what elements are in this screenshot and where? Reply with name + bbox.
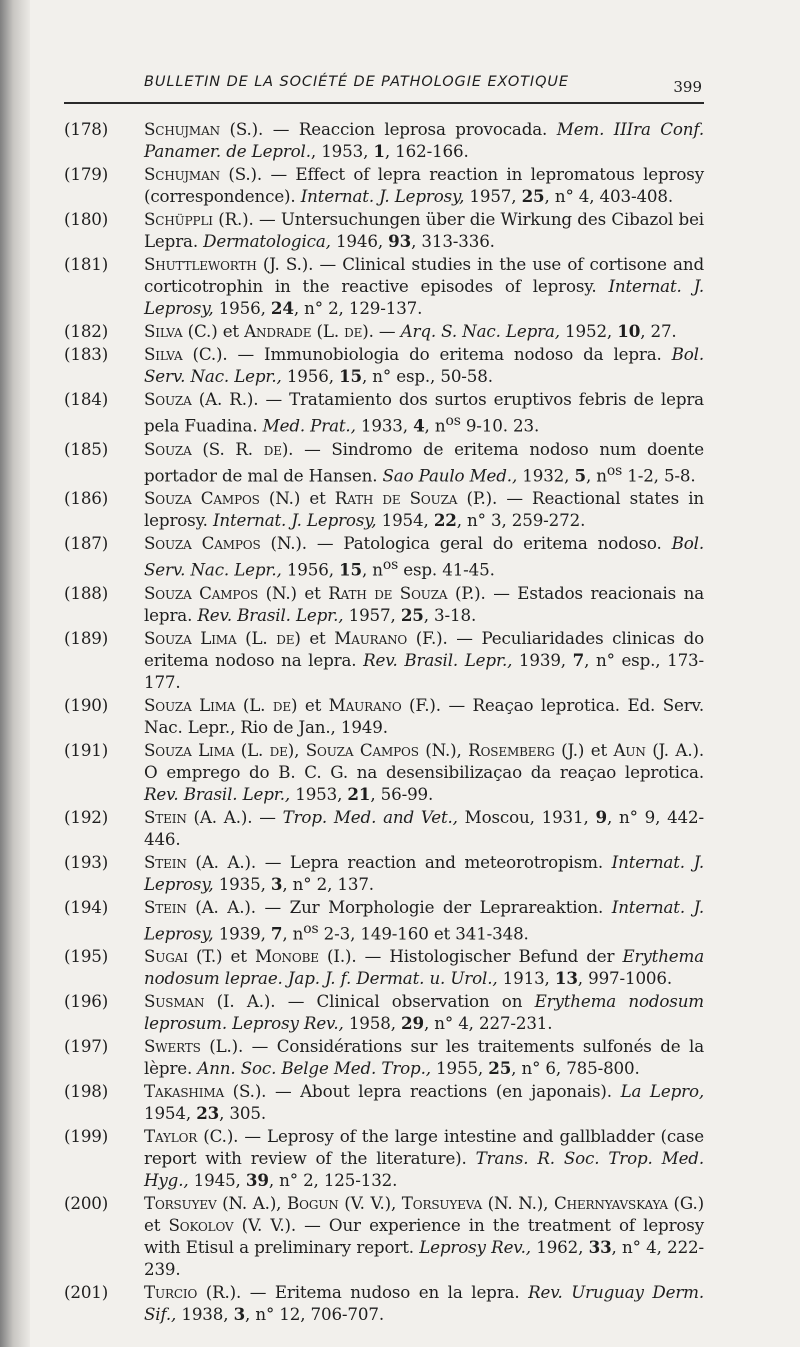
reference-entry bbox=[64, 532, 704, 581]
reference-text: Schujman (S.). — Effect of lepra reaction in lepromatous leprosy (correspondence). Internat. J. Leprosy, 1957, 25, n° 4, 403-408. bbox=[144, 164, 704, 206]
reference-number: (192) bbox=[64, 806, 109, 827]
reference-number: (194) bbox=[64, 896, 109, 917]
reference-text: Swerts (L.). — Considérations sur les traitements sulfonés de la lèpre. Ann. Soc. Belge Med. Trop., 1955, 25, n° 6, 785-800. bbox=[144, 1036, 704, 1079]
reference-entry bbox=[64, 388, 704, 437]
reference-entry bbox=[64, 945, 704, 989]
reference-text: Souza (A. R.). — Tratamiento dos surtos eruptivos febris de lepra pela Fuadina. Med. Prat., 1933, 4, $n^{os}$ 9-10. 23. bbox=[144, 389, 704, 436]
reference-number: (195) bbox=[64, 946, 109, 967]
reference-text: Souza Lima (L. de), Souza Campos (N.), Rosemberg (J.) et Aun (J. A.). O emprego do B. C. G. na desensibilizaçao da reaçao leprotica. Rev. Brasil. Lepr., 1953, 21, 56-99. bbox=[144, 739, 704, 804]
reference-number: (183) bbox=[64, 344, 109, 364]
reference-text: Souza Campos (N.) et Rath de Souza (P.). — Estados reacionais na lepra. Rev. Brasil. Lepr., 1957, 25, 3-18. bbox=[144, 582, 704, 625]
reference-text: Stein (A. A.). — Trop. Med. and Vet., Moscou, 1931, 9, n° 9, 442-446. bbox=[144, 806, 704, 849]
reference-number: (184) bbox=[64, 389, 109, 409]
reference-number: (196) bbox=[64, 991, 109, 1012]
reference-number: (199) bbox=[64, 1126, 109, 1147]
reference-number: (185) bbox=[64, 438, 109, 459]
reference-text: Souza Campos (N.) et Rath de Souza (P.). — Reactional states in leprosy. Internat. J. Leprosy, 1954, 22, n° 3, 259-272. bbox=[144, 488, 704, 531]
reference-number: (187) bbox=[64, 533, 109, 554]
reference-text: Souza Lima (L. de) et Maurano (F.). — Peculiaridades clinicas do eritema nodoso na lepra. Rev. Brasil. Lepr., 1939, 7, n° esp., 173-177. bbox=[144, 627, 705, 692]
reference-number: (188) bbox=[64, 582, 109, 603]
reference-text: Takashima (S.). — About lepra reactions (en japonais). La Lepro, 1954, 23, 305. bbox=[144, 1081, 704, 1124]
reference-text: Souza Lima (L. de) et Maurano (F.). — Reaçao leprotica. Ed. Serv. Nac. Lepr., Rio de Jan., 1949. bbox=[144, 694, 705, 737]
reference-entry bbox=[64, 253, 704, 319]
reference-entry bbox=[64, 806, 704, 850]
reference-text: Silva (C.) et Andrade (L. de). — Arq. S. Nac. Lepra, 1952, 10, 27. bbox=[144, 321, 677, 341]
reference-entry bbox=[64, 990, 704, 1034]
reference-text: Silva (C.). — Immunobiologia do eritema nodoso da lepra. Bol. Serv. Nac. Lepr., 1956, 15, n° esp., 50-58. bbox=[144, 344, 704, 386]
reference-entry bbox=[64, 343, 704, 387]
reference-entry bbox=[64, 1281, 704, 1325]
reference-number: (181) bbox=[64, 254, 109, 274]
reference-entry bbox=[64, 1035, 704, 1079]
reference-entry bbox=[64, 487, 704, 531]
reference-text: Schüppli (R.). — Untersuchungen über die Wirkung des Cibazol bei Lepra. Dermatologica, 1946, 93, 313-336. bbox=[144, 209, 704, 251]
reference-entry bbox=[64, 694, 704, 738]
reference-text: Souza (S. R. de). — Sindromo de eritema nodoso num doente portador de mal de Hansen. Sao Paulo Med., 1932, 5, $n^{os}$ 1-2, 5-8. bbox=[144, 438, 705, 486]
reference-entry bbox=[64, 438, 704, 487]
reference-text: Torsuyev (N. A.), Bogun (V. V.), Torsuyeva (N. N.), Chernyavskaya (G.) et Sokolov (V. V.). — Our experience in the treatment of leprosy with Etisul a preliminary report. Leprosy Rev., 1962, 33, n° 4, 222-239. bbox=[144, 1193, 705, 1280]
running-title: BULLETIN DE LA SOCIÉTÉ DE PATHOLOGIE EXOTIQUE bbox=[144, 74, 569, 90]
reference-number: (178) bbox=[64, 119, 109, 139]
reference-text: Shuttleworth (J. S.). — Clinical studies in the use of cortisone and corticotrophin in the reactive episodes of leprosy. Internat. J. Leprosy, 1956, 24, n° 2, 129-137. bbox=[144, 254, 705, 318]
reference-text: Souza Campos (N.). — Patologica geral do eritema nodoso. Bol. Serv. Nac. Lepr., 1956, 15, $n^{os}$ esp. 41-45. bbox=[144, 533, 705, 580]
reference-number: (189) bbox=[64, 627, 109, 648]
reference-entry bbox=[64, 627, 704, 693]
reference-number: (201) bbox=[64, 1282, 109, 1303]
reference-entry bbox=[64, 320, 704, 342]
reference-number: (200) bbox=[64, 1193, 109, 1214]
journal-page bbox=[64, 68, 704, 1326]
reference-entry bbox=[64, 1125, 704, 1191]
reference-entry bbox=[64, 1192, 704, 1280]
reference-number: (197) bbox=[64, 1036, 109, 1057]
reference-entry bbox=[64, 582, 704, 626]
reference-text: Susman (I. A.). — Clinical observation on Erythema nodosum leprosum. Leprosy Rev., 1958, 29, n° 4, 227-231. bbox=[144, 991, 704, 1034]
reference-text: Sugai (T.) et Monobe (I.). — Histologischer Befund der Erythema nodosum leprae. Jap. J. f. Dermat. u. Urol., 1913, 13, 997-1006. bbox=[144, 946, 704, 989]
reference-text: Stein (A. A.). — Lepra reaction and meteorotropism. Internat. J. Leprosy, 1935, 3, n° 2, 137. bbox=[144, 851, 704, 894]
reference-number: (191) bbox=[64, 739, 109, 760]
book-spine-shadow bbox=[0, 0, 30, 1347]
reference-entry bbox=[64, 163, 704, 207]
reference-entry bbox=[64, 208, 704, 252]
reference-list bbox=[64, 118, 704, 1325]
reference-number: (193) bbox=[64, 851, 109, 872]
reference-number: (186) bbox=[64, 488, 109, 509]
reference-number: (180) bbox=[64, 209, 109, 229]
reference-text: Schujman (S.). — Reaccion leprosa provocada. Mem. IIIra Conf. Panamer. de Leprol., 1953, 1, 162-166. bbox=[144, 119, 704, 161]
page-number: 399 bbox=[673, 78, 702, 96]
reference-number: (182) bbox=[64, 321, 109, 341]
reference-text: Turcio (R.). — Eritema nudoso en la lepra. Rev. Uruguay Derm. Sif., 1938, 3, n° 12, 706-707. bbox=[144, 1282, 704, 1325]
reference-number: (179) bbox=[64, 164, 109, 184]
reference-number: (198) bbox=[64, 1081, 109, 1102]
reference-entry bbox=[64, 851, 704, 895]
reference-entry bbox=[64, 118, 704, 162]
page-header bbox=[64, 68, 704, 104]
reference-number: (190) bbox=[64, 694, 109, 715]
reference-entry bbox=[64, 896, 704, 945]
reference-text: Stein (A. A.). — Zur Morphologie der Leprareaktion. Internat. J. Leprosy, 1939, 7, $n^{os}$ 2-3, 149-160 et 341-348. bbox=[144, 896, 705, 944]
reference-entry bbox=[64, 1080, 704, 1124]
reference-entry bbox=[64, 739, 704, 805]
reference-text: Taylor (C.). — Leprosy of the large intestine and gallbladder (case report with review of the literature). Trans. R. Soc. Trop. Med. Hyg., 1945, 39, n° 2, 125-132. bbox=[144, 1126, 704, 1191]
